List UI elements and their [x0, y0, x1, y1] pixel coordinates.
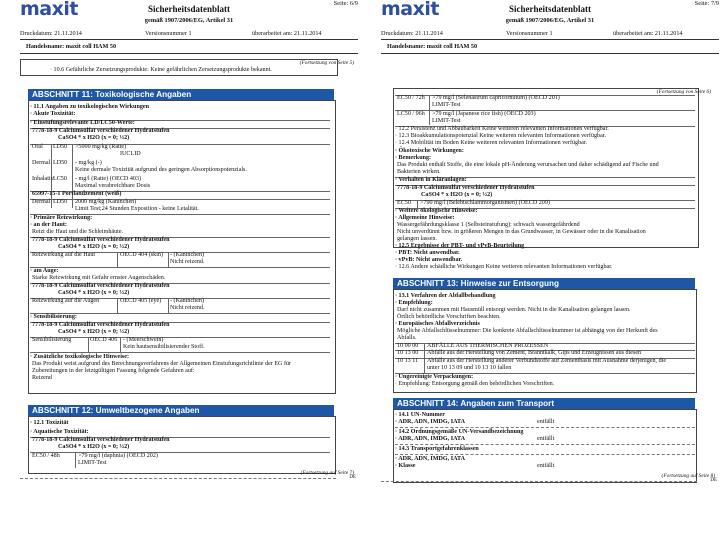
product-name: Handelsname: maxit coll HAM 50	[387, 43, 478, 50]
oral-type: LD50	[53, 144, 68, 150]
formula: CaSO4 * x H2O (x = 0; ½2)	[421, 192, 493, 198]
eu-text-1: Mögliche Abfallschlüsselnummer: Die konkrete Abfallschlüsselnummer ist abhängig von der Herkunft des	[397, 328, 658, 334]
general-text-3: gelangen lassen.	[397, 236, 437, 242]
p14-1-value: entfällt	[537, 419, 555, 425]
cas-calciumsulfat-eye: 7778-18-9 Calciumsulfat verschiedener Hydratstufen	[32, 283, 170, 289]
oral-source: IUCLID	[120, 151, 141, 157]
ec50-note: LIMIT-Test	[78, 460, 107, 466]
revision-date: überarbeitet am: 21.11.2014	[252, 30, 322, 37]
waste-text-3b: unter 10 13 09 und 10 13 10 fallen	[427, 365, 512, 371]
dermal2-value: 2000 mg/kg (Kaninchen)	[75, 199, 137, 205]
continued-from: (Fortsetzung von Seite 5)	[299, 60, 354, 66]
p14-2: · 14.2 Ordnungsgemäße UN-Versandbezeichnung	[395, 429, 524, 435]
packaging-recommendation: · Empfehlung: Entsorgung gemäß den behördlichen Vorschriften.	[395, 381, 555, 387]
dermal-type: LD50	[53, 160, 68, 166]
eu-waste-list: · Europäisches Abfallverzeichnis	[395, 321, 480, 327]
p12-6: · 12.6 Andere schädliche Wirkungen Keine weiteren relevanten Informationen verfügbar.	[395, 264, 613, 270]
waste-text-3a: Abfälle aus der Herstellung anderer Verbundstoffe auf Zementbasis mit Ausnahme derjenigen, die	[427, 358, 667, 364]
header-rule-bottom	[20, 53, 358, 54]
page-6	[20, 0, 358, 536]
route-oral: Oral	[32, 144, 43, 150]
section-13-header: ABSCHNITT 13: Hinweise zur Entsorgung	[393, 278, 695, 289]
document-title: Sicherheitsdatenblatt	[148, 4, 230, 14]
eu-text-2: Abfalls.	[397, 335, 417, 341]
eye-text: Starke Reizwirkung mit Gefahr ernster Augenschäden.	[32, 275, 166, 281]
header-rule	[20, 39, 358, 40]
additional-text-2: Zubereitungen in der letztgültigen Fassung folgende Gefahren auf:	[32, 368, 195, 374]
dermal-note: Keine dermale Toxizität aufgrund des geringen Absorptionspotenzials.	[75, 167, 247, 173]
formula-skin: CaSO4 * x H2O (x = 0; ½2)	[58, 244, 130, 250]
ec50-value: >79 mg/l (daphnia) (OECD 202)	[78, 453, 158, 459]
continued-to: (Fortsetzung auf Seite 8)	[661, 473, 715, 479]
on-skin: · an der Haut:	[30, 222, 67, 228]
cas-calciumsulfat: 7778-18-9 Calciumsulfat verschiedener Hydratstufen	[32, 128, 170, 134]
waste-code-2: 10 13 00	[397, 350, 419, 356]
header-rule	[381, 39, 719, 40]
r1-note: LIMIT-Test	[432, 102, 461, 108]
inhal-value: - mg/l (Ratte) (OECD 403)	[75, 176, 142, 182]
header-rule-bottom	[381, 53, 719, 54]
sens-row-species: - (Meerschwein)	[123, 337, 164, 343]
revision-date: überarbeitet am: 21.11.2014	[613, 30, 683, 37]
s12-1: · 12.1 Toxizität	[30, 420, 69, 426]
eye-row-label: Reizwirkung auf die Augen	[32, 298, 100, 304]
acute-toxicity: · Akute Toxizität:	[30, 111, 76, 117]
document-title: Sicherheitsdatenblatt	[509, 4, 591, 14]
sens-row-test: OECD 406	[90, 337, 118, 343]
class-value: entfällt	[537, 463, 555, 469]
footer-code: DE	[349, 475, 356, 480]
ec50-sewage-type: EC50	[397, 200, 411, 206]
general-text-1: Wassergefährdungsklasse 1 (Selbsteinstufung): schwach wassergefährdend	[397, 222, 580, 228]
dermal-value: - mg/kg (-)	[75, 160, 102, 166]
maxit-logo: maxit	[20, 0, 78, 20]
dermal2-type: LD50	[53, 199, 68, 205]
section-12-header: ABSCHNITT 12: Umweltbezogene Angaben	[28, 405, 334, 416]
waste-code-1: 10 00 00	[397, 343, 419, 349]
on-eye: · am Auge:	[30, 268, 59, 274]
remark-text-1: Das Produkt enthält Stoffe, die eine lokale pH-Änderung verursachen und daher schädigend auf Fische und	[397, 162, 659, 168]
additional-notes: · Zusätzliche toxikologische Hinweise:	[30, 354, 130, 360]
waste-code-3: 10 13 11	[397, 358, 419, 364]
continued-to: (Fortsetzung auf Seite 7)	[300, 470, 354, 476]
vpvb: · vPvB: Nicht anwendbar.	[395, 257, 463, 263]
ec50-type: EC50 / 48h	[32, 453, 60, 459]
waste-text-2: Abfälle aus der Herstellung von Zement, Branntkalk, Gips und Erzeugnissen aus diesen	[427, 350, 642, 356]
cas-calciumsulfat-aq: 7778-18-9 Calciumsulfat verschiedener Hydratstufen	[32, 437, 170, 443]
cas-portlandzement: 65997-15-1 Portlandzement (weiß)	[32, 191, 122, 197]
page-number: Seite: 7/9	[694, 0, 719, 7]
recommendation-text-1: Darf nicht zusammen mit Hausmüll entsorgt werden. Nicht in die Kanalisation gelangen lassen.	[397, 307, 631, 313]
p12-3: · 12.3 Bioakkumulationspotenzial Keine weiteren relevanten Informationen verfügbar.	[395, 133, 607, 139]
remark: · Bemerkung:	[395, 155, 432, 161]
route-dermal-2: Dermal	[32, 199, 51, 205]
page-7	[381, 0, 719, 536]
primary-irritation: · Primäre Reizwirkung:	[30, 215, 93, 221]
eye-row-species: - (Kaninchen)	[170, 298, 205, 304]
footer-code: DE	[710, 478, 717, 483]
p14-1: · 14.1 UN-Nummer	[395, 412, 445, 418]
skin-text: Reizt die Haut und die Schleimhäute.	[32, 229, 124, 235]
p14-2-modes: · ADR, ADN, IMDG, IATA	[395, 436, 466, 442]
dermal2-note: Limit Test;24 Stunden Exposition - keine Letalität.	[75, 206, 199, 212]
ec50-sewage-value: >790 mg/l (Belebtschlammorganismen) (OECD 209)	[420, 200, 550, 206]
document-subtitle: gemäß 1907/2006/EG, Artikel 31	[505, 17, 595, 24]
class-label: · Klasse	[395, 463, 416, 469]
aquatic-toxicity: · Aquatische Toxizität:	[30, 429, 89, 435]
additional-text-1: Das Produkt weist aufgrund des Berechnungsverfahrens der Allgemeinen Einstufungsrichtlinie der EG für	[32, 361, 292, 367]
p14-3: · 14.3 Transportgefahrenklassen	[395, 446, 479, 452]
eye-row-result: Nicht reizend.	[170, 305, 205, 311]
formula-eye: CaSO4 * x H2O (x = 0; ½2)	[58, 290, 130, 296]
general-notes: · Allgemeine Hinweise:	[395, 215, 455, 221]
p12-2: · 12.2 Persistenz und Abbaubarkeit Keine weiteren relevanten Informationen verfügbar.	[395, 126, 609, 132]
sens-row-result: Kein hautsensibilisierender Stoff.	[123, 344, 205, 350]
remark-text-2: Bakterien wirken.	[397, 169, 441, 175]
inhal-note: Maximal verabreichbare Dosis	[75, 183, 151, 189]
p12-4: · 12.4 Mobilität im Boden Keine weiteren relevanten Informationen verfügbar.	[395, 140, 588, 146]
skin-row-species: - (Kaninchen)	[170, 252, 205, 258]
p13-1: · 13.1 Verfahren der Abfallbehandlung	[395, 293, 496, 299]
oral-value: >5000 mg/kg (Ratte)	[75, 144, 127, 150]
s11-1: · 11.1 Angaben zu toxikologischen Wirkungen	[30, 104, 149, 110]
p14-3-modes: · ADR, ADN, IMDG, IATA	[395, 456, 466, 462]
eye-row-test: OECD 405 (eye)	[120, 298, 162, 304]
skin-row-test: OECD 404 (skin)	[120, 252, 163, 258]
additional-text-3: Reizend	[32, 375, 52, 381]
recommendation-text-2: Örtlich behördliche Vorschriften beachten.	[397, 314, 501, 320]
print-date: Druckdatum: 21.11.2014	[20, 30, 82, 37]
route-inhalative: Inhalativ	[32, 176, 54, 182]
sewage-behaviour: · Verhalten in Kläranlagen:	[395, 177, 467, 183]
skin-row-label: Reizwirkung auf die Haut	[32, 252, 96, 258]
p14-2-value: entfällt	[537, 436, 555, 442]
p12-5: · 12.5 Ergebnisse der PBT- und vPvB-Beurteilung	[395, 243, 525, 249]
further-eco: · Weitere ökologische Hinweise:	[395, 208, 478, 214]
unclean-packaging: · Ungereinigte Verpackungen:	[395, 374, 474, 380]
section-11-header: ABSCHNITT 11: Toxikologische Angaben	[28, 89, 334, 100]
version-number: Versionsnummer 1	[145, 30, 192, 37]
ld-heading: · Einstufungsrelevante LD/LC50-Werte:	[30, 120, 135, 126]
p14-1-modes: · ADR, ADN, IMDG, IATA	[395, 419, 466, 425]
general-text-2: Nicht unverdünnt bzw. in größeren Mengen in das Grundwasser, in Gewässer oder in die Kanalisation	[397, 229, 646, 235]
recommendation: · Empfehlung:	[395, 300, 433, 306]
inhal-type: LC50	[53, 176, 67, 182]
cas-calciumsulfat: 7778-18-9 Calciumsulfat verschiedener Hydratstufen	[397, 185, 535, 191]
document-subtitle: gemäß 1907/2006/EG, Artikel 31	[144, 17, 234, 24]
eco-effects: · Ökotoxische Wirkungen:	[395, 148, 464, 154]
decomposition-products: · 10.6 Gefährliche Zersetzungsprodukte: Keine gefährlichen Zersetzungsprodukte bekannt.	[50, 67, 272, 73]
version-number: Versionsnummer 1	[506, 30, 553, 37]
sens-row-label: Sensibilisierung	[32, 337, 72, 343]
formula-aq: CaSO4 * x H2O (x = 0; ½2)	[58, 444, 130, 450]
cas-calciumsulfat-sens: 7778-18-9 Calciumsulfat verschiedener Hydratstufen	[32, 322, 170, 328]
pbt: · PBT: Nicht anwendbar.	[395, 250, 460, 256]
route-dermal: Dermal	[32, 160, 51, 166]
formula-sens: CaSO4 * x H2O (x = 0; ½2)	[58, 329, 130, 335]
r2-value: >79 mg/l (Japanese rice fish) (OECD 203)	[432, 111, 536, 117]
print-date: Druckdatum: 21.11.2014	[381, 30, 443, 37]
cas-calciumsulfat-skin: 7778-18-9 Calciumsulfat verschiedener Hydratstufen	[32, 237, 170, 243]
formula: CaSO4 * x H2O (x = 0; ½2)	[58, 135, 130, 141]
sensitisation: · Sensibilisierung:	[30, 314, 77, 320]
maxit-logo: maxit	[381, 0, 439, 20]
r1-type: EC50 / 72h	[397, 95, 425, 101]
r2-type: LC50 / 96h	[397, 111, 425, 117]
r2-note: LIMIT-Test	[432, 118, 461, 124]
waste-text-1: ABFÄLLE AUS THERMISCHEN PROZESSEN	[427, 343, 549, 349]
r1-value: >79 mg/l (Selenastrum capricornutum) (OECD 201)	[432, 95, 560, 101]
continued-from: (Fortsetzung von Seite 6)	[656, 89, 711, 95]
section-14-header: ABSCHNITT 14: Angaben zum Transport	[393, 398, 695, 409]
skin-row-result: Nicht reizend.	[170, 259, 205, 265]
page-number: Seite: 6/9	[333, 0, 358, 7]
product-name: Handelsname: maxit coll HAM 50	[26, 43, 117, 50]
